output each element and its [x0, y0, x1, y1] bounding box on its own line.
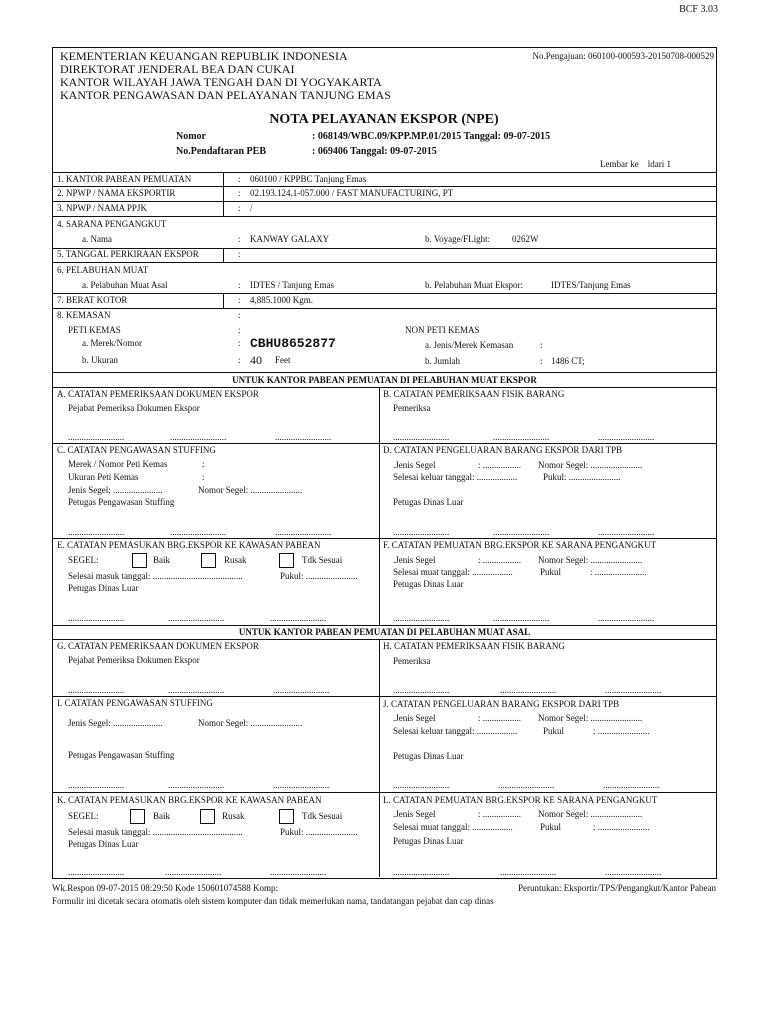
- signature-dots: .........................: [273, 685, 330, 695]
- signature-dots: .........................: [598, 527, 655, 537]
- f-petugas: Petugas Dinas Luar: [393, 579, 464, 589]
- divider: [53, 201, 716, 202]
- pelabuhan-asal-value: IDTES / Tanjung Emas: [250, 280, 334, 290]
- berat-label: 7. BERAT KOTOR: [57, 295, 128, 305]
- divider: [53, 443, 716, 444]
- section2-title: UNTUK KANTOR PABEAN PEMUATAN DI PELABUHAN MUAT ASAL: [238, 627, 531, 637]
- d-nomor-segel: Nomor Segel: .......................: [538, 460, 643, 470]
- c-petugas: Petugas Pengawasan Stuffing: [68, 497, 175, 507]
- footer-note: Formulir ini dicetak secara otomatis oleh sistem komputer dan tidak memerlukan nama, tandatangan pejabat dan cap dinas: [52, 896, 494, 906]
- divider: [53, 792, 716, 793]
- merek-label: a. Merek/Nomor: [82, 338, 142, 348]
- signature-dots: .........................: [500, 867, 557, 877]
- colon: :: [238, 295, 241, 305]
- b-sub: Pemeriksa: [393, 403, 431, 413]
- signature-dots: .........................: [170, 432, 227, 442]
- divider: [53, 639, 716, 640]
- a-sub: Pejabat Pemeriksa Dokumen Ekspor: [68, 403, 200, 413]
- divider: [53, 387, 716, 388]
- e-selesai: Selesai masuk tanggal: ........................................: [68, 571, 243, 581]
- footer-respon: Wk.Respon 09-07-2015 08:29:50 Kode 150601074588 Komp:: [52, 883, 278, 893]
- merek-value: CBHU8652877: [250, 336, 336, 351]
- signature-dots: .........................: [493, 613, 550, 623]
- k-petugas: Petugas Dinas Luar: [68, 839, 139, 849]
- signature-dots: .........................: [68, 867, 125, 877]
- signature-dots: .........................: [68, 613, 125, 623]
- signature-dots: .........................: [598, 432, 655, 442]
- e-tdk: Tdk Sesuai: [302, 555, 343, 565]
- l-pukul: Pukul: [540, 822, 562, 832]
- signature-dots: .........................: [270, 867, 327, 877]
- ministry: KEMENTERIAN KEUANGAN REPUBLIK INDONESIA: [60, 49, 348, 63]
- l-jenis-segel: .Jenis Segel: [393, 809, 436, 819]
- sarana-nama-label: a. Nama: [82, 234, 112, 244]
- colon: :: [238, 325, 241, 335]
- f-pukul: Pukul: [540, 567, 562, 577]
- i-title: I. CATATAN PENGAWASAN STUFFING: [57, 698, 213, 708]
- f-selesai: Selesai muat tanggal: ..................: [393, 567, 513, 577]
- signature-dots: .........................: [498, 780, 555, 790]
- ppjk-label: 3. NPWP / NAMA PPJK: [57, 203, 147, 213]
- f-title: F. CATATAN PEMUATAN BRG.EKSPOR KE SARANA PENGANGKUT: [383, 540, 657, 550]
- l-title: L. CATATAN PEMUATAN BRG.EKSPOR KE SARANA PENGANGKUT: [383, 795, 658, 805]
- j-petugas: Petugas Dinas Luar: [393, 751, 464, 761]
- i-jenis-segel: Jenis Segel: ......................: [68, 718, 163, 728]
- divider: [53, 172, 716, 173]
- c-title: C. CATATAN PENGAWASAN STUFFING: [57, 445, 216, 455]
- divider: [53, 262, 716, 263]
- i-petugas: Petugas Pengawasan Stuffing: [68, 750, 175, 760]
- f-jenis-segel: .Jenis Segel: [393, 555, 436, 565]
- c-jenis-segel: Jenis Segel: ......................: [68, 485, 163, 495]
- pelabuhan-ekspor-value: IDTES/Tanjung Emas: [551, 280, 631, 290]
- c-nomor-segel: Nomor Segel: .......................: [198, 485, 303, 495]
- eksportir-label: 2. NPWP / NAMA EKSPORTIR: [57, 188, 176, 198]
- peti-kemas-label: PETI KEMAS: [68, 325, 121, 335]
- jenis-kemasan-label: a. Jenis/Merek Kemasan: [425, 340, 514, 350]
- segel-rusak-checkbox[interactable]: [200, 809, 215, 824]
- kantor-pabean-value: 060100 / KPPBC Tanjung Emas: [250, 174, 367, 184]
- directorate: DIREKTORAT JENDERAL BEA DAN CUKAI: [60, 62, 295, 76]
- kantor-pabean-label: 1. KANTOR PABEAN PEMUATAN: [57, 174, 192, 184]
- ukuran-label: b. Ukuran: [82, 355, 118, 365]
- signature-dots: .........................: [393, 780, 450, 790]
- colon: :: [238, 234, 241, 244]
- nomor-value: : 068149/WBC.09/KPP.MP.01/2015 Tanggal: 09-07-2015: [312, 131, 551, 142]
- segel-baik-checkbox[interactable]: [132, 553, 147, 568]
- k-rusak: Rusak: [222, 811, 245, 821]
- l-nomor-segel: Nomor Segel: .......................: [538, 809, 643, 819]
- k-pukul: Pukul: .......................: [280, 827, 358, 837]
- colon: :: [238, 338, 241, 348]
- j-selesai: Selesai keluar tanggal: ..................: [393, 726, 518, 736]
- j-pukul-dots: : .......................: [593, 726, 650, 736]
- signature-dots: .........................: [68, 432, 125, 442]
- signature-dots: .........................: [168, 685, 225, 695]
- signature-dots: .........................: [273, 780, 330, 790]
- e-segel: SEGEL:: [68, 555, 99, 565]
- sarana-label: 4. SARANA PENGANGKUT: [57, 219, 167, 229]
- d-jenis-dots: : .................: [478, 460, 522, 470]
- colon: :: [238, 188, 241, 198]
- f-pukul-dots: : .......................: [590, 567, 647, 577]
- divider: [53, 186, 716, 187]
- ukuran-unit: Feet: [275, 355, 291, 365]
- l-selesai: Selesai muat tanggal: ..................: [393, 822, 513, 832]
- b-title: B. CATATAN PEMERIKSAAN FISIK BARANG: [383, 389, 565, 399]
- signature-dots: .........................: [270, 613, 327, 623]
- g-sub: Pejabat Pemeriksa Dokumen Ekspor: [68, 655, 200, 665]
- segel-tdk-sesuai-checkbox[interactable]: [279, 809, 294, 824]
- k-segel: SEGEL:: [68, 811, 99, 821]
- k-selesai: Selesai masuk tanggal: ........................................: [68, 827, 243, 837]
- divider: [223, 186, 224, 201]
- segel-rusak-checkbox[interactable]: [201, 553, 216, 568]
- j-jenis-dots: : .................: [478, 713, 522, 723]
- g-title: G. CATATAN PEMERIKSAAN DOKUMEN EKSPOR: [57, 641, 259, 651]
- segel-baik-checkbox[interactable]: [130, 809, 145, 824]
- pendaftaran-label: No.Pendaftaran PEB: [176, 146, 266, 157]
- signature-dots: .........................: [170, 527, 227, 537]
- lembar: Lembar ke ldari 1: [600, 159, 671, 169]
- signature-dots: .........................: [603, 780, 660, 790]
- form-code: BCF 3.03: [679, 4, 718, 15]
- divider: [379, 639, 380, 877]
- no-pengajuan: No.Pengajuan: 060100-000593-20150708-000529: [532, 51, 714, 61]
- signature-dots: .........................: [598, 613, 655, 623]
- d-selesai: Selesai keluar tanggal: ..................: [393, 472, 518, 482]
- f-jenis-dots: : .................: [478, 555, 522, 565]
- signature-dots: .........................: [168, 780, 225, 790]
- pelabuhan-label: 6. PELABUHAN MUAT: [57, 265, 149, 275]
- voyage-label: b. Voyage/FLight:: [425, 234, 491, 244]
- signature-dots: .........................: [493, 527, 550, 537]
- signature-dots: .........................: [493, 432, 550, 442]
- divider: [53, 538, 716, 539]
- segel-tdk-sesuai-checkbox[interactable]: [279, 553, 294, 568]
- l-pukul-dots: : .......................: [593, 822, 650, 832]
- divider: [223, 172, 224, 186]
- section1-title: UNTUK KANTOR PABEAN PEMUATAN DI PELABUHAN MUAT EKSPOR: [232, 375, 537, 385]
- d-pukul: Pukul: .......................: [543, 472, 621, 482]
- signature-dots: .........................: [275, 432, 332, 442]
- e-baik: Baik: [153, 555, 170, 565]
- divider: [53, 308, 716, 309]
- divider: [53, 625, 716, 626]
- j-title: J. CATATAN PENGELUARAN BARANG EKSPOR DARI TPB: [383, 699, 620, 709]
- l-petugas: Petugas Dinas Luar: [393, 836, 464, 846]
- signature-dots: .........................: [68, 527, 125, 537]
- a-title: A. CATATAN PEMERIKSAAN DOKUMEN EKSPOR: [57, 389, 259, 399]
- signature-dots: .........................: [605, 867, 662, 877]
- divider: [223, 293, 224, 308]
- f-nomor-segel: Nomor Segel: .......................: [538, 555, 643, 565]
- signature-dots: .........................: [605, 685, 662, 695]
- e-pukul: Pukul: .......................: [280, 571, 358, 581]
- kemasan-label: 8. KEMASAN: [57, 310, 111, 320]
- page-title: NOTA PELAYANAN EKSPOR (NPE): [269, 112, 499, 127]
- e-petugas: Petugas Dinas Luar: [68, 583, 139, 593]
- eksportir-value: 02.193.124.1-057.000 / FAST MANUFACTURING, PT: [250, 188, 454, 198]
- h-sub: Pemeriksa: [393, 656, 431, 666]
- sarana-nama-value: KANWAY GALAXY: [250, 234, 330, 244]
- c-merek: Merek / Nomor Peti Kemas: [68, 459, 168, 469]
- footer-peruntukan: Peruntukan: Eksportir/TPS/Pengangkut/Kantor Pabean: [518, 883, 716, 893]
- colon: :: [238, 310, 241, 320]
- berat-value: 4,885.1000 Kgm.: [250, 295, 313, 305]
- d-jenis-segel: .Jenis Segel: [393, 460, 436, 470]
- j-nomor-segel: Nomor Segel: .......................: [538, 713, 643, 723]
- signature-dots: .........................: [168, 613, 225, 623]
- colon: :: [238, 249, 241, 259]
- ppjk-value: /: [250, 203, 253, 213]
- colon: :: [540, 356, 543, 366]
- non-peti-label: NON PETI KEMAS: [405, 325, 480, 335]
- l-jenis-dots: : .................: [478, 809, 522, 819]
- pelabuhan-asal-label: a. Pelabuhan Muat Asal: [82, 280, 168, 290]
- divider: [53, 293, 716, 294]
- colon: :: [238, 203, 241, 213]
- signature-dots: .........................: [500, 685, 557, 695]
- h-title: H. CATATAN PEMERIKSAAN FISIK BARANG: [383, 641, 565, 651]
- divider: [223, 201, 224, 216]
- nomor-label: Nomor: [176, 131, 206, 142]
- e-rusak: Rusak: [224, 555, 247, 565]
- colon: :: [238, 355, 241, 365]
- pelabuhan-ekspor-label: b. Pelabuhan Muat Ekspor:: [425, 280, 523, 290]
- voyage-value: 0262W: [512, 234, 539, 244]
- regional-office: KANTOR WILAYAH JAWA TENGAH DAN DI YOGYAKARTA: [60, 75, 382, 89]
- j-jenis-segel: .Jenis Segel: [393, 713, 436, 723]
- signature-dots: .........................: [393, 685, 450, 695]
- jumlah-label: b. Jumlah: [425, 356, 460, 366]
- signature-dots: .........................: [393, 867, 450, 877]
- d-title: D. CATATAN PENGELUARAN BARANG EKSPOR DARI TPB: [383, 445, 623, 455]
- tanggal-ekspor-label: 5. TANGGAL PERKIRAAN EKSPOR: [57, 249, 199, 259]
- signature-dots: .........................: [393, 613, 450, 623]
- signature-dots: .........................: [68, 685, 125, 695]
- divider: [53, 372, 716, 373]
- divider: [53, 216, 716, 217]
- jumlah-value: 1486 CT;: [551, 356, 585, 366]
- signature-dots: .........................: [68, 780, 125, 790]
- signature-dots: .........................: [165, 867, 222, 877]
- pendaftaran-value: : 069406 Tanggal: 09-07-2015: [312, 146, 437, 157]
- divider: [53, 696, 716, 697]
- service-office: KANTOR PENGAWASAN DAN PELAYANAN TANJUNG EMAS: [60, 88, 391, 102]
- i-nomor-segel: Nomor Segel: .......................: [198, 718, 303, 728]
- colon: :: [202, 459, 205, 469]
- e-title: E. CATATAN PEMASUKAN BRG.EKSPOR KE KAWASAN PABEAN: [57, 540, 321, 550]
- c-ukuran: Ukuran Peti Kemas: [68, 472, 139, 482]
- colon: :: [540, 340, 543, 350]
- signature-dots: .........................: [275, 527, 332, 537]
- signature-dots: .........................: [393, 432, 450, 442]
- divider: [223, 248, 224, 262]
- k-title: K. CATATAN PEMASUKAN BRG.EKSPOR KE KAWASAN PABEAN: [57, 795, 322, 805]
- k-tdk: Tdk Sesuai: [302, 811, 343, 821]
- k-baik: Baik: [153, 811, 170, 821]
- colon: :: [238, 174, 241, 184]
- colon: :: [202, 472, 205, 482]
- divider: [379, 387, 380, 625]
- colon: :: [238, 280, 241, 290]
- d-petugas: Petugas Dinas Luar: [393, 497, 464, 507]
- signature-dots: .........................: [393, 527, 450, 537]
- j-pukul: Pukul: [543, 726, 565, 736]
- ukuran-value: 40: [250, 353, 262, 367]
